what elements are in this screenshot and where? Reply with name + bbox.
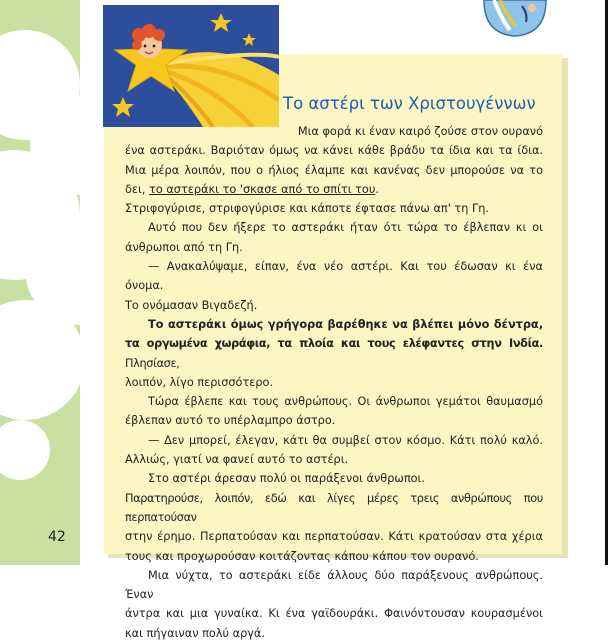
underlined-phrase: το αστεράκι το 'σκασε από το σπίτι του xyxy=(149,182,376,196)
text-span: Πλησίασε, xyxy=(125,356,180,370)
paragraph-line: Μια φορά κι έναν καιρό ζούσε στον ουρανό xyxy=(297,125,543,138)
paragraph-line: άνθρωποι από τη Γη. xyxy=(125,240,243,254)
paragraph-line: τους και προχωρούσαν κοιτάζοντας κάπου κάπου τον ουρανό. xyxy=(125,549,479,563)
paragraph-line: άντρα και μια γυναίκα. Κι ένα γαϊδουράκι. Φαινόντουσαν κουρασμένοι xyxy=(125,607,543,621)
paragraph-line: — Ανακαλύψαμε, είπαν, ένα νέο αστέρι. Και του έδωσαν κι ένα όνομα. xyxy=(125,260,543,293)
paragraph-line: λοιπόν, λίγο περισσότερο. xyxy=(125,375,274,389)
paragraph-line: Μια μέρα λοιπόν, που ο ήλιος έλαμπε και κανένας δεν μπορούσε να το xyxy=(125,163,543,177)
paragraph-line: Μια νύχτα, το αστεράκι είδε άλλους δύο παράξενους ανθρώπους. Έναν xyxy=(125,568,543,602)
shooting-star-icon xyxy=(103,5,279,127)
paragraph-line: ένα αστεράκι. Βαριόταν όμως να κάνει κάθε βράδυ τα ίδια και τα ίδια. xyxy=(125,144,543,158)
page-number: 42 xyxy=(48,529,66,545)
paragraph-line: Το ονόμασαν Βιγαδεζή. xyxy=(125,298,258,312)
paragraph-line: — Δεν μπορεί, έλεγαν, κάτι θα συμβεί στον κόσμο. Κάτι πολύ καλό. xyxy=(148,433,543,447)
text-span: δει, xyxy=(125,182,146,196)
paragraph-line: Στριφογύρισε, στριφογύρισε και κάποτε έφτασε πάνω απ' τη Γη. xyxy=(125,202,489,216)
paragraph-line: Τώρα έβλεπε και τους ανθρώπους. Οι άνθρωποι γεμάτοι θαυμασμό xyxy=(148,395,543,409)
paragraph-line xyxy=(125,180,543,199)
left-decorative-band xyxy=(0,0,80,565)
text-span: . xyxy=(375,182,379,196)
paragraph-line xyxy=(125,334,543,373)
star-illustration xyxy=(103,5,279,127)
corner-decoration xyxy=(482,0,548,38)
paragraph-line: και πήγαιναν πολύ αργά. xyxy=(125,626,265,640)
paragraph-line-bold: Το αστεράκι όμως γρήγορα βαρέθηκε να βλέπει μόνο δέντρα, xyxy=(148,317,543,331)
paragraph-line: Αυτό που δεν ήξερε το αστεράκι ήταν ότι τώρα το έβλεπαν κι οι xyxy=(148,221,543,235)
paragraph-line: Στο αστέρι άρεσαν πολύ οι παράξενοι άνθρωποι. xyxy=(148,472,425,486)
paragraph-line: έβλεπαν αυτό το υπέρλαμπρο άστρο. xyxy=(125,414,336,428)
bold-phrase: τα οργωμένα χωράφια, τα πλοία και τους ελέφαντες στην Ινδία. xyxy=(125,337,543,351)
paragraph-line: Παρατηρούσε, λοιπόν, εδώ και λίγες μέρες τρεις ανθρώπους που περπατούσαν xyxy=(125,491,543,524)
story-title: Το αστέρι των Χριστουγέννων xyxy=(283,94,536,113)
angel-figure-icon xyxy=(482,0,548,38)
paragraph-line: στην έρημο. Περπατούσαν και περπατούσαν. Κάτι κρατούσαν στα χέρια xyxy=(125,530,543,544)
paragraph-line: Αλλιώς, γιατί να φανεί αυτό το αστέρι. xyxy=(125,453,349,467)
